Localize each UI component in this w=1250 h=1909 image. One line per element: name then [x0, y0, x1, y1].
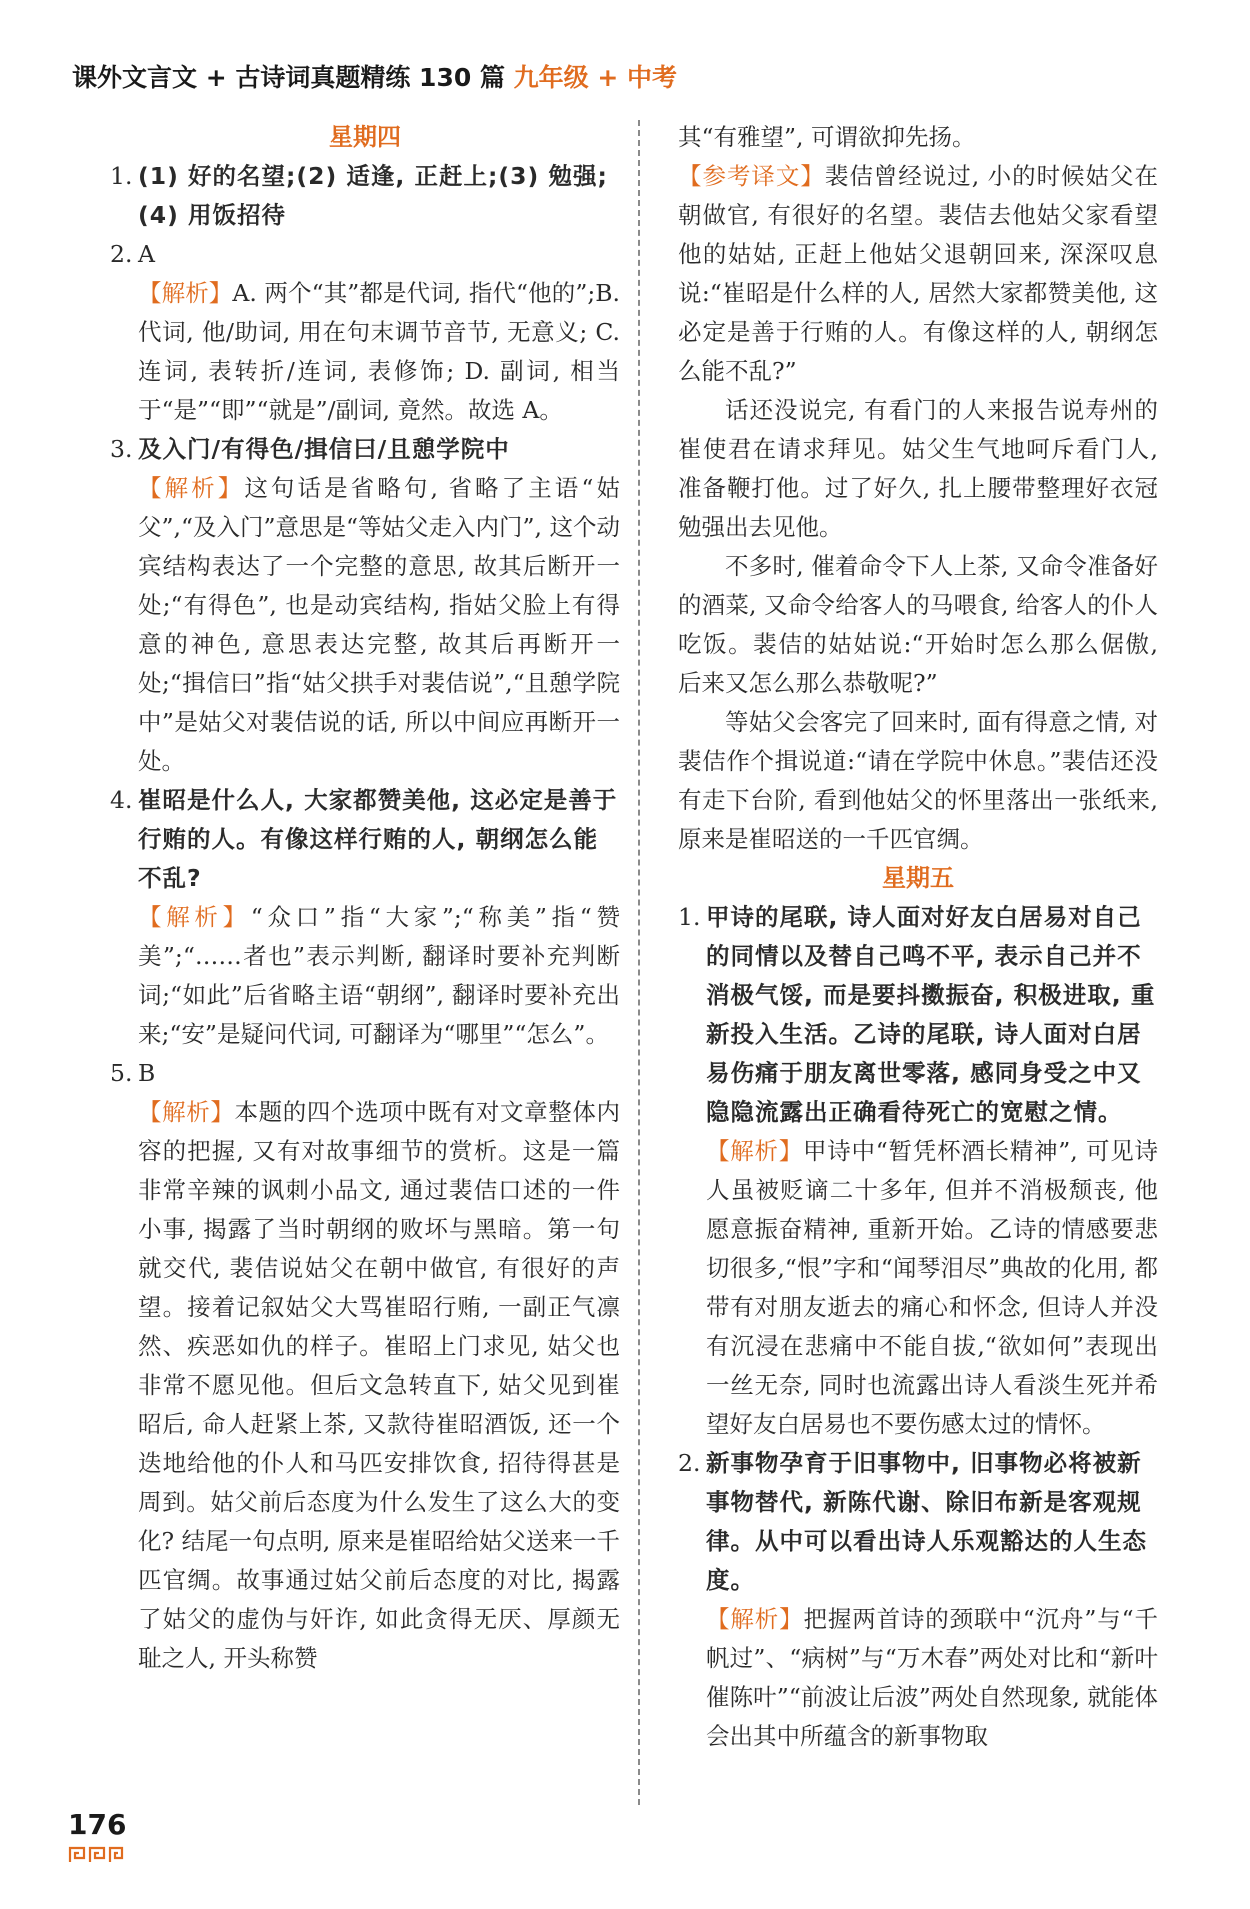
analysis-block	[110, 1093, 620, 1678]
day-heading-friday: 星期五	[882, 864, 954, 892]
analysis-block	[110, 274, 620, 430]
analysis-tag: 【解析】	[138, 474, 245, 502]
answer-item	[110, 430, 620, 469]
page-ornament-icon	[68, 1846, 124, 1868]
analysis-block	[678, 1132, 1158, 1444]
answer-item	[678, 898, 1158, 1132]
answer-text: 及入门/有得色/揖信曰/且憩学院中	[138, 435, 510, 463]
header-title: 课外文言文 + 古诗词真题精练 130 篇	[72, 63, 514, 92]
item-number: 1.	[110, 162, 133, 190]
analysis-text: “众口”指“大家”;“称美”指“赞美”;“……者也”表示判断, 翻译时要补充判断词;“如此”后省略主语“朝纲”, 翻译时要补充出来;“安”是疑问代词, 可翻译为“哪里”“怎么”。	[138, 903, 621, 1048]
analysis-tag: 【解析】	[138, 279, 233, 307]
analysis-tag: 【解析】	[138, 1098, 235, 1126]
answer-text: 新事物孕育于旧事物中, 旧事物必将被新事物替代, 新陈代谢、除旧布新是客观规律。从中可以看出诗人乐观豁达的人生态度。	[706, 1449, 1147, 1594]
translation-paragraph: 话还没说完, 有看门的人来报告说寿州的崔使君在请求拜见。姑父生气地呵斥看门人, 准备鞭打他。过了好久, 扎上腰带整理好衣冠勉强出去见他。	[678, 396, 1158, 541]
translation-paragraph: 不多时, 催着命令下人上茶, 又命令准备好的酒菜, 又命令给客人的马喂食, 给客人的仆人吃饭。裴佶的姑姑说:“开始时怎么那么倨傲, 后来又怎么那么恭敬呢?”	[678, 552, 1158, 697]
book-header	[72, 58, 677, 94]
item-number: 2.	[110, 240, 133, 268]
answer-item	[110, 1054, 620, 1093]
column-divider	[638, 120, 640, 1805]
analysis-tag: 【解析】	[706, 1605, 804, 1633]
answer-item	[110, 235, 620, 274]
analysis-text: A. 两个“其”都是代词, 指代“他的”;B. 代词, 他/助词, 用在句末调节音节, 无意义; C. 连词, 表转折/连词, 表修饰; D. 副词, 相当于“是”“即”“就是”/副词, 竟然。故选 A。	[138, 279, 620, 424]
translation-paragraph: 等姑父会客完了回来时, 面有得意之情, 对裴佶作个揖说道:“请在学院中休息。”裴佶还没有走下台阶, 看到他姑父的怀里落出一张纸来, 原来是崔昭送的一千匹官绸。	[678, 708, 1158, 853]
item-number: 4.	[110, 786, 133, 814]
item-number: 3.	[110, 435, 133, 463]
answer-text: A	[138, 240, 155, 268]
analysis-block	[678, 1600, 1158, 1756]
translation-tag: 【参考译文】	[678, 162, 825, 190]
analysis-tag: 【解析】	[706, 1137, 804, 1165]
item-number: 5.	[110, 1059, 133, 1087]
analysis-text: 本题的四个选项中既有对文章整体内容的把握, 又有对故事细节的赏析。这是一篇非常辛辣的讽刺小品文, 通过裴佶口述的一件小事, 揭露了当时朝纲的败坏与黑暗。第一句就交代, 裴佶说姑父在朝中做官, 有很好的声望。接着记叙姑父大骂崔昭行贿, 一副正气凛然、疾恶如仇的样子。崔昭上门求见, 姑父也非常不愿见他。但后文急转直下, 姑父见到崔昭后, 命人赶紧上茶, 又款待崔昭酒饭, 还一个迭地给他的仆人和马匹安排饮食, 招待得甚是周到。姑父前后态度为什么发生了这么大的变化? 结尾一句点明, 原来是崔昭给姑父送来一千匹官绸。故事通过姑父前后态度的对比, 揭露了姑父的虚伪与奸诈, 如此贪得无厌、厚颜无耻之人, 开头称赞	[138, 1098, 621, 1672]
analysis-text: 这句话是省略句, 省略了主语“姑父”,“及入门”意思是“等姑父走入内门”, 这个动宾结构表达了一个完整的意思, 故其后断开一处;“有得色”, 也是动宾结构, 指姑父脸上有得意的神色, 意思表达完整, 故其后再断开一处;“揖信曰”指“姑父拱手对裴佶说”,“且憩学院中”是姑父对裴佶说的话, 所以中间应再断开一处。	[138, 474, 620, 775]
left-column	[110, 118, 620, 1678]
analysis-tag: 【解析】	[138, 903, 251, 931]
answer-text: (1) 好的名望;(2) 适逢, 正赶上;(3) 勉强;(4) 用饭招待	[138, 162, 608, 229]
translation-paragraph: 裴佶曾经说过, 小的时候姑父在朝做官, 有很好的名望。裴佶去他姑父家看望他的姑姑, 正赶上他姑父退朝回来, 深深叹息说:“崔昭是什么样的人, 居然大家都赞美他, 这必定是善于行贿的人。有像这样的人, 朝纲怎么能不乱?”	[678, 162, 1158, 385]
answer-item	[678, 1444, 1158, 1600]
right-column	[678, 118, 1158, 1756]
answer-text: 崔昭是什么人, 大家都赞美他, 这必定是善于行贿的人。有像这样行贿的人, 朝纲怎么能不乱?	[138, 786, 618, 892]
analysis-block	[110, 898, 620, 1054]
answer-item	[110, 157, 620, 235]
analysis-block	[110, 469, 620, 781]
answer-item	[110, 781, 620, 898]
translation-intro	[678, 157, 1158, 391]
continued-text: 其“有雅望”, 可谓欲抑先扬。	[678, 123, 976, 151]
item-number: 1.	[678, 903, 701, 931]
page-number: 176	[68, 1808, 127, 1841]
item-number: 2.	[678, 1449, 701, 1477]
answer-text: 甲诗的尾联, 诗人面对好友白居易对自己的同情以及替自己鸣不平, 表示自己并不消极气馁, 而是要抖擞振奋, 积极进取, 重新投入生活。乙诗的尾联, 诗人面对白居易伤痛于朋友离世零落, 感同身受之中又隐隐流露出正确看待死亡的宽慰之情。	[706, 903, 1156, 1126]
header-grade-highlight: 九年级 + 中考	[513, 63, 678, 92]
analysis-text: 甲诗中“暂凭杯酒长精神”, 可见诗人虽被贬谪二十多年, 但并不消极颓丧, 他愿意振奋精神, 重新开始。乙诗的情感要悲切很多,“恨”字和“闻琴泪尽”典故的化用, 都带有对朋友逝去的痛心和怀念, 但诗人并没有沉浸在悲痛中不能自拔,“欲如何”表现出一丝无奈, 同时也流露出诗人看淡生死并希望好友白居易也不要伤感太过的情怀。	[706, 1137, 1159, 1438]
answer-text: B	[138, 1059, 156, 1087]
day-heading-thursday: 星期四	[329, 123, 401, 151]
analysis-text: 把握两首诗的颈联中“沉舟”与“千帆过”、“病树”与“万木春”两处对比和“新叶催陈叶”“前波让后波”两处自然现象, 就能体会出其中所蕴含的新事物取	[706, 1605, 1158, 1750]
